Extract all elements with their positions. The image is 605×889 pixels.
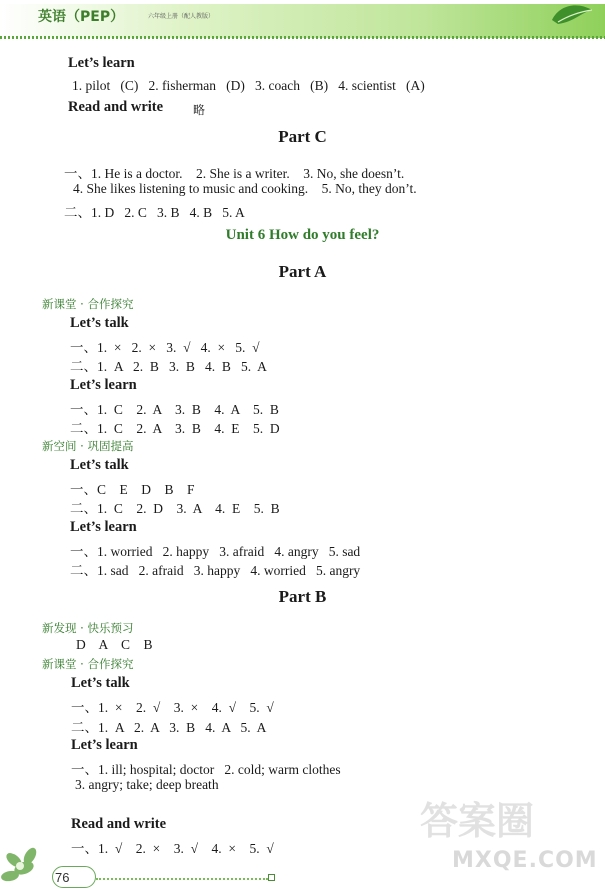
subsection-label: 新课堂 · 合作探究 [42,657,134,671]
book-title: 英语（PEP） [38,9,125,25]
answer-line: 4. She likes listening to music and cooking. 5. No, they don’t. [73,181,417,196]
section-heading: Let’s learn [71,737,138,753]
answer-line: 一、1. C 2. A 3. B 4. A 5. B [70,402,279,417]
footer-dotted-rule [96,878,268,880]
page-number: 76 [55,870,70,885]
section-heading: Let’s talk [70,315,129,331]
leaf-icon [548,0,598,32]
answer-line: 3. angry; take; deep breath [75,777,219,792]
answer-line: 一、1. He is a doctor. 2. She is a writer. 3. No, she doesn’t. [64,166,405,181]
answer-line: D A C B [76,637,153,652]
watermark-logo: 答案圈 [420,799,535,843]
answer-line: 二、1. C 2. D 3. A 4. E 5. B [70,501,280,516]
answer-line: 1. pilot (C) 2. fisherman (D) 3. coach (B) 4. scientist (A) [72,78,425,93]
answer-line: 一、1. ill; hospital; doctor 2. cold; warm clothes [71,762,341,777]
answer-line: 一、1. √ 2. × 3. √ 4. × 5. √ [71,841,274,856]
omitted-note: 略 [193,103,206,117]
section-heading: Let’s learn [70,519,137,535]
section-heading: Let’s learn [68,55,135,71]
unit-heading: Unit 6 How do you feel? [225,227,380,243]
answer-line: 二、1. D 2. C 3. B 4. B 5. A [64,205,245,220]
answer-line: 一、1. × 2. × 3. √ 4. × 5. √ [70,340,260,355]
section-heading: Read and write [71,816,167,832]
footer-square [268,874,275,881]
section-heading: Let’s talk [70,457,129,473]
section-heading: Let’s talk [71,675,130,691]
answer-line: 一、1. × 2. √ 3. × 4. √ 5. √ [71,700,274,715]
subsection-label: 新课堂 · 合作探究 [42,297,134,311]
answer-line: 一、C E D B F [70,482,195,497]
answer-line: 二、1. A 2. A 3. B 4. A 5. A [71,720,267,735]
answer-line: 二、1. sad 2. afraid 3. happy 4. worried 5. angry [70,563,361,578]
section-heading: Read and write [68,99,164,115]
part-heading: Part A [278,262,327,281]
answer-line: 二、1. A 2. B 3. B 4. B 5. A [70,359,267,374]
page-header [0,0,605,42]
section-heading: Let’s learn [70,377,137,393]
book-subtitle: 六年级上册（配人教版） [148,13,215,20]
part-heading: Part C [278,127,327,146]
flower-icon [0,838,52,889]
header-rule [0,36,605,39]
subsection-label: 新发现 · 快乐预习 [42,621,134,635]
subsection-label: 新空间 · 巩固提高 [42,439,134,453]
answer-line: 二、1. C 2. A 3. B 4. E 5. D [70,421,280,436]
part-heading: Part B [278,587,327,606]
answer-line: 一、1. worried 2. happy 3. afraid 4. angry 5. sad [70,544,361,559]
watermark-url: MXQE.COM [452,848,598,873]
